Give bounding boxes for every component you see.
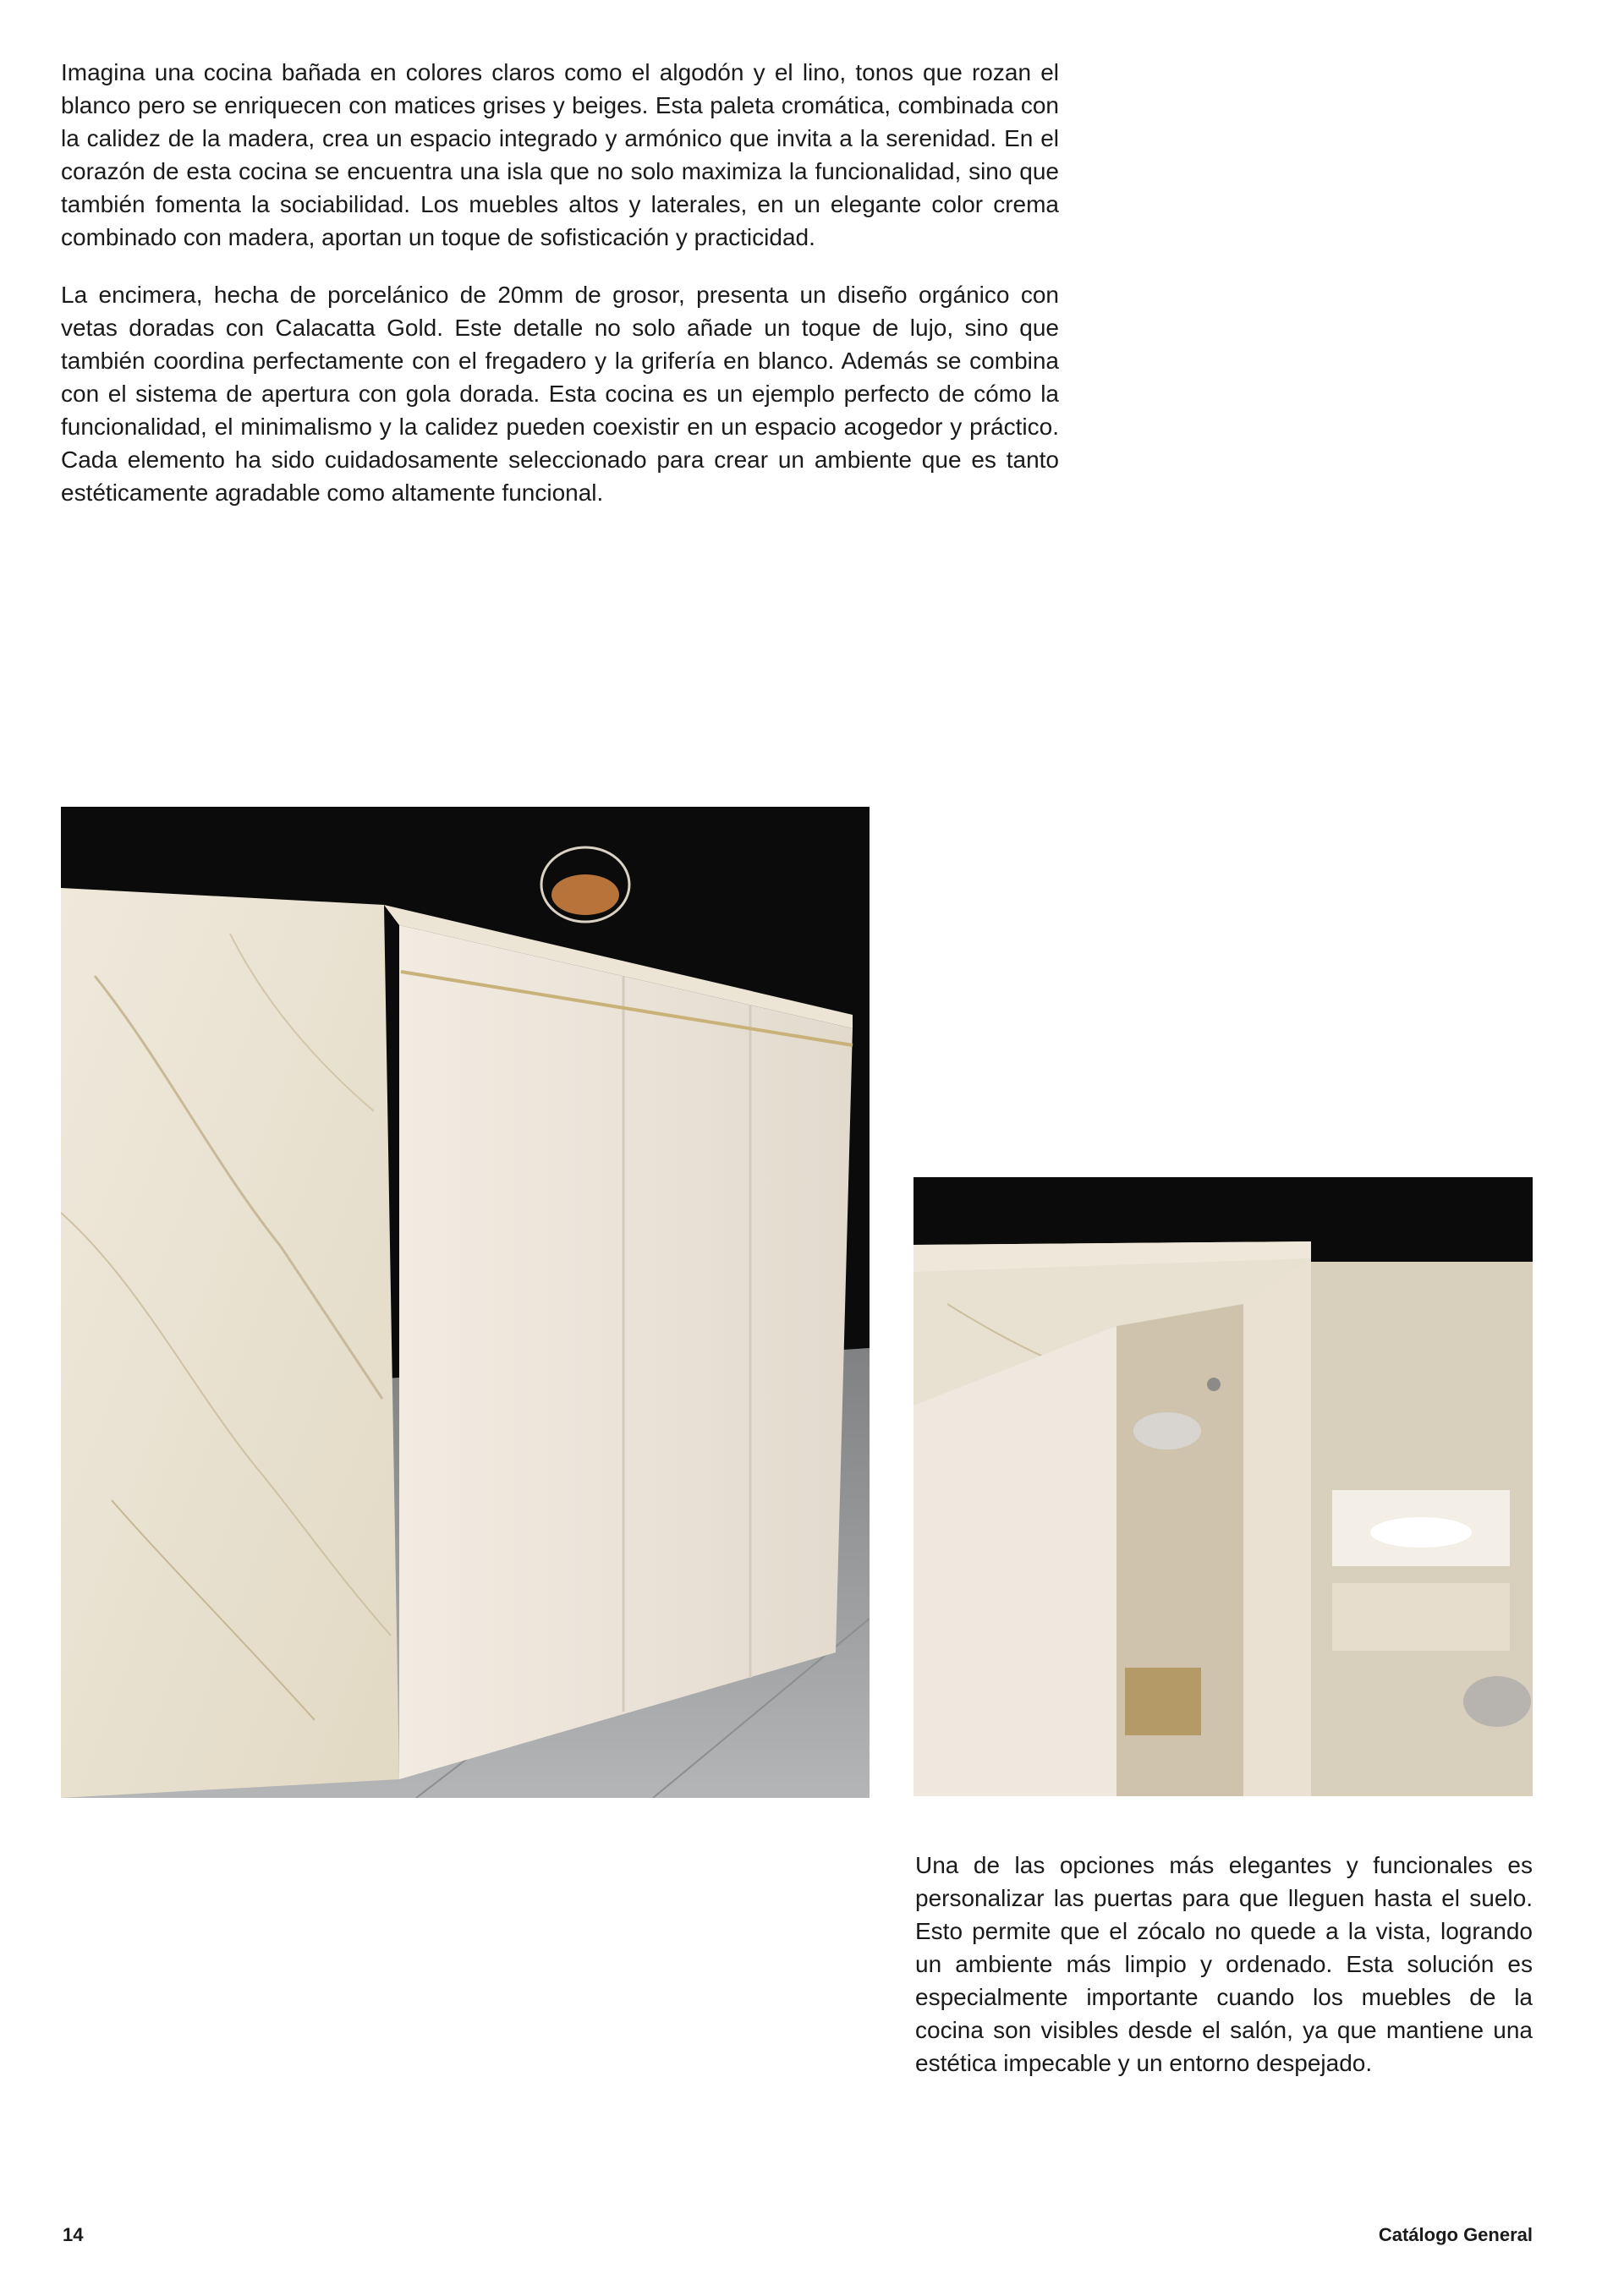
- intro-paragraph-1: Imagina una cocina bañada en colores claros como el algodón y el lino, tonos que rozan el blanco pero se enriquecen con matices grises y beiges. Esta paleta cromática, combinada con la calidez de la madera, crea un espacio integrado y armónico que invita a la serenidad. En el corazón de esta cocina se encuentra una isla que no solo maximiza la funcionalidad, sino que también fomenta la sociabilidad. Los muebles altos y laterales, en un elegante color crema combinado con madera, aportan un toque de sofisticación y practicidad.: [61, 59, 1059, 250]
- page-number: 14: [63, 2224, 84, 2245]
- intro-paragraph-2: La encimera, hecha de porcelánico de 20mm de grosor, presenta un diseño orgánico con vetas doradas con Calacatta Gold. Este detalle no solo añade un toque de lujo, sino que también coordina perfectamente con el fregadero y la grifería en blanco. Además se combina con el sistema de apertura con gola dorada. Esta cocina es un ejemplo perfecto de cómo la funcionalidad, el minimalismo y la calidez pueden coexistir en un espacio acogedor y práctico. Cada elemento ha sido cuidadosamente seleccionado para crear un ambiente que es tanto estéticamente agradable como altamente funcional.: [61, 282, 1059, 506]
- catalog-title: Catálogo General: [1378, 2224, 1533, 2245]
- intro-text: [61, 56, 1059, 534]
- open-cabinet-photo: [914, 1177, 1533, 1796]
- photo-caption: Una de las opciones más elegantes y funcionales es personalizar las puertas para que lleguen hasta el suelo. Esto permite que el zócalo no quede a la vista, logrando un ambiente más limpio y ordenado. Esta solución es especialmente importante cuando los muebles de la cocina son visibles desde el salón, ya que mantiene una estética impecable y un entorno despejado.: [915, 1852, 1533, 2076]
- kitchen-island-photo: [61, 807, 870, 1798]
